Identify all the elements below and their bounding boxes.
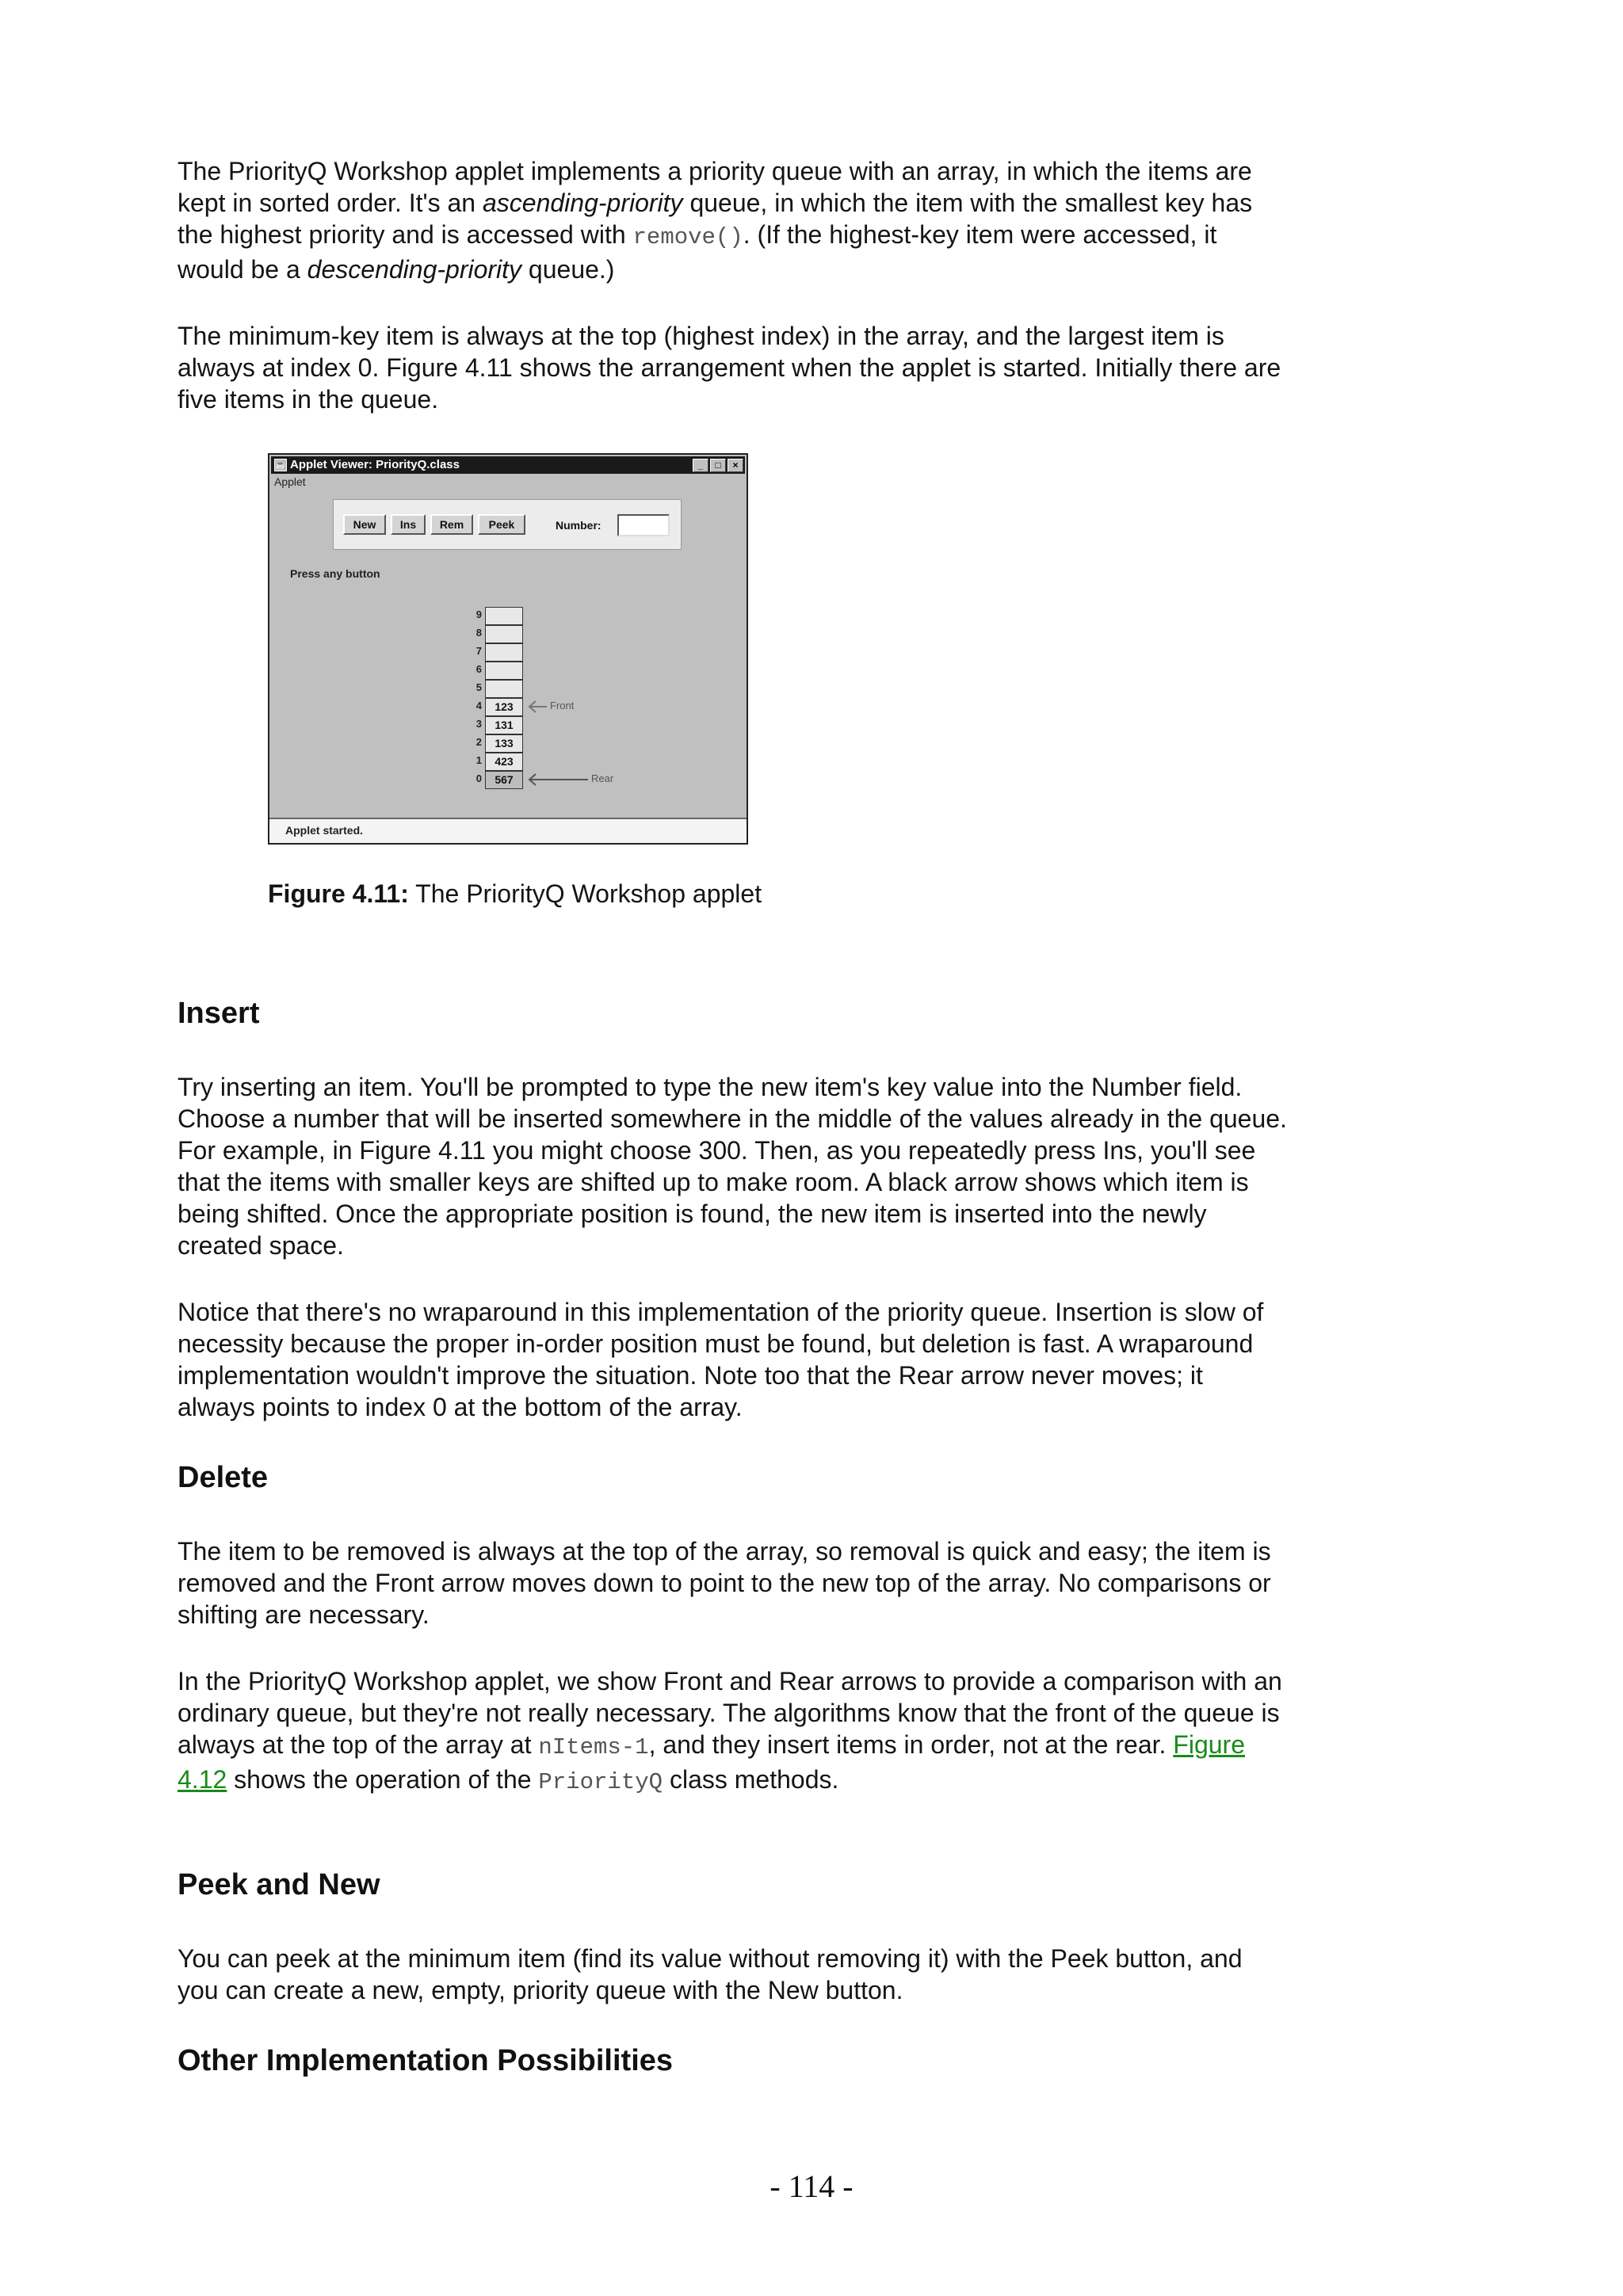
index-label: 4: [475, 700, 482, 711]
rear-arrow-icon: [529, 774, 588, 785]
front-arrow-icon: [529, 701, 547, 712]
code-priorityq: PriorityQ: [538, 1769, 663, 1795]
paragraph-5: The item to be removed is always at the top of the array, so removal is quick and easy; the item is removed and the Front arrow moves down to point to the new top of the array. No comparisons or shifting are necessary.: [178, 1537, 1271, 1629]
text-run: In the PriorityQ Workshop applet, we show Front and Rear arrows to provide a comparison with an ordinary queue, but they're not really necessary. The algorithms know that the front of the queue is always at the top of the array at: [178, 1667, 1282, 1759]
index-label: 1: [475, 754, 482, 766]
page-number: - 114 -: [769, 2168, 854, 2204]
array-cell: [485, 680, 523, 698]
java-icon: ☕: [275, 460, 286, 470]
index-label: 6: [475, 663, 482, 675]
array-cell: [485, 643, 523, 662]
index-label: 2: [475, 736, 482, 748]
index-label: 9: [475, 608, 482, 620]
button-panel: [333, 499, 682, 550]
front-label: Front: [550, 700, 575, 711]
rear-label: Rear: [591, 772, 614, 784]
heading-other-implementations: Other Implementation Possibilities: [178, 2044, 674, 2077]
array-cell: 567: [485, 771, 523, 789]
text-run: class methods.: [663, 1765, 839, 1794]
applet-statusbar: Applet started.: [269, 818, 747, 843]
emphasis-text: ascending-priority: [482, 189, 683, 217]
code-remove: remove(): [632, 224, 743, 250]
number-input[interactable]: [617, 514, 670, 536]
paragraph-3: Try inserting an item. You'll be prompted to type the new item's key value into the Number field. Choose a number that will be inserted somewhere in the middle of the values already in the queue. For example, in Figure 4.11 you might choose 300. Then, as you repeatedly press Ins, you'll see that the items with smaller keys are shifted up to make room. A black arrow shows which item is being shifted. Once the appropriate position is found, the new item is inserted into the newly created space.: [178, 1073, 1287, 1260]
status-message: Press any button: [290, 567, 380, 580]
index-label: 7: [475, 645, 482, 657]
index-label: 8: [475, 627, 482, 639]
emphasis-text: descending-priority: [307, 255, 522, 284]
maximize-icon[interactable]: □: [710, 459, 726, 472]
text-run: queue.): [521, 255, 615, 284]
array-cell: [485, 607, 523, 625]
array-cell: 131: [485, 716, 523, 734]
figure-caption: [268, 879, 762, 909]
paragraph-6: [178, 1665, 1287, 1798]
intro-paragraph: [178, 155, 1287, 285]
peek-button[interactable]: Peek: [478, 514, 525, 535]
menu-applet[interactable]: Applet: [274, 475, 306, 488]
index-label: 3: [475, 718, 482, 730]
window-titlebar: [271, 456, 745, 474]
minimize-icon[interactable]: _: [693, 459, 708, 472]
text-run: queue, in which the item with the smallest key has the highest priority and is accessed with: [178, 189, 1253, 249]
array-cell: [485, 625, 523, 643]
new-button[interactable]: New: [343, 514, 386, 535]
paragraph-2: The minimum-key item is always at the top (highest index) in the array, and the largest item is always at index 0. Figure 4.11 shows the arrangement when the applet is started. Initially there are five items in the queue.: [178, 322, 1281, 414]
caption-text: The PriorityQ Workshop applet: [408, 879, 762, 908]
index-label: 0: [475, 772, 482, 784]
array-cell: [485, 662, 523, 680]
text-run: . (If the highest-key item were accessed, it would be a: [178, 220, 1217, 284]
heading-delete: Delete: [178, 1461, 269, 1494]
array-cell: 123: [485, 698, 523, 716]
figure-4-12-link[interactable]: Figure 4.12: [178, 1730, 1245, 1794]
array-cell: 133: [485, 734, 523, 753]
rem-button[interactable]: Rem: [430, 514, 473, 535]
text-run: shows the operation of the: [227, 1765, 539, 1794]
applet-window: [268, 453, 748, 845]
array-cell: 423: [485, 753, 523, 771]
ins-button[interactable]: Ins: [391, 514, 426, 535]
index-label: 5: [475, 681, 482, 693]
paragraph-7: You can peek at the minimum item (find its value without removing it) with the Peek button, and you can create a new, empty, priority queue with the New button.: [178, 1944, 1243, 2004]
code-nitems: nItems-1: [538, 1734, 649, 1760]
text-run: The PriorityQ Workshop applet implements a priority queue with an array, in which the items are kept in sorted order. It's an: [178, 157, 1252, 217]
heading-insert: Insert: [178, 997, 260, 1030]
paragraph-1: [178, 155, 1287, 285]
caption-label: Figure 4.11:: [268, 879, 409, 908]
paragraph-4: Notice that there's no wraparound in this implementation of the priority queue. Insertion is slow of necessity because the proper in-order position must be found, but deletion is fast. A wraparound implementation wouldn't improve the situation. Note too that the Rear arrow never moves; it always points to index 0 at the bottom of the array.: [178, 1298, 1264, 1421]
text-run: , and they insert items in order, not at the rear.: [648, 1730, 1174, 1759]
close-icon[interactable]: ×: [727, 459, 743, 472]
heading-peek-new: Peek and New: [178, 1868, 380, 1901]
number-label: Number:: [556, 519, 601, 532]
window-title: Applet Viewer: PriorityQ.class: [290, 458, 460, 471]
